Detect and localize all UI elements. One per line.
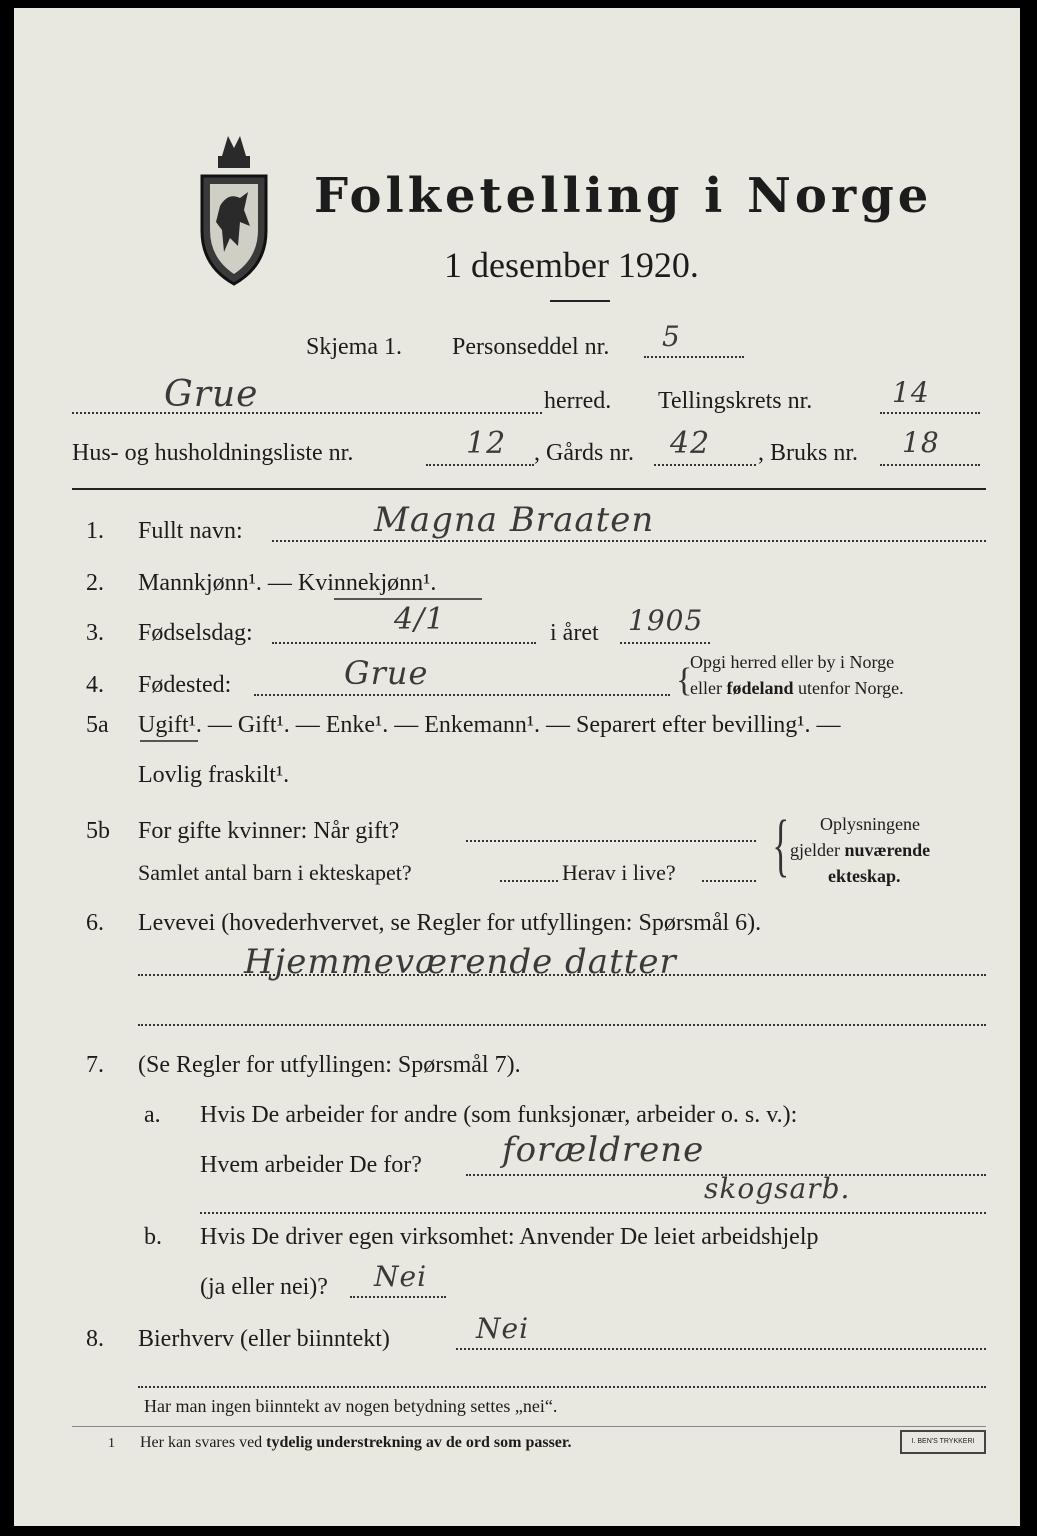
coat-of-arms-icon xyxy=(194,126,274,286)
q7a-line1: Hvis De arbeider for andre (som funksjonær, arbeider o. s. v.): xyxy=(200,1102,798,1128)
q7-number: 7. xyxy=(86,1052,104,1078)
gender-underline xyxy=(334,598,482,600)
q4-note-line2: eller fødeland utenfor Norge. xyxy=(690,678,904,698)
gender-options: Mannkjønn¹. — Kvinnekjønn¹. xyxy=(138,570,437,596)
footnote-marker: 1 xyxy=(108,1436,115,1451)
q4-label: Fødested: xyxy=(138,672,232,698)
side-income-value: Nei xyxy=(476,1312,530,1345)
footnote-text: Her kan svares ved tydelig understrekning av de ord som passer. xyxy=(140,1434,572,1451)
q7-label: (Se Regler for utfyllingen: Spørsmål 7). xyxy=(138,1052,521,1078)
hus-label: Hus- og husholdningsliste nr. xyxy=(72,440,354,466)
children-count-label: Samlet antal barn i ekteskapet? xyxy=(138,860,412,885)
q8-label: Bierhverv (eller biinntekt) xyxy=(138,1326,390,1352)
q7b-letter: b. xyxy=(144,1224,162,1250)
printer-stamp: I. BEN'S TRYKKERI xyxy=(900,1430,986,1454)
birthplace-value: Grue xyxy=(344,654,429,692)
side-income-note: Har man ingen biinntekt av nogen betydning settes „nei“. xyxy=(144,1396,558,1416)
form-title: Folketelling i Norge xyxy=(314,168,933,224)
herred-value: Grue xyxy=(164,374,259,415)
header-rule xyxy=(72,488,986,490)
q6-number: 6. xyxy=(86,910,104,936)
full-name-value: Magna Braaten xyxy=(374,500,655,540)
marital-options: Ugift¹. — Gift¹. — Enke¹. — Enkemann¹. — Separert efter bevilling¹. — xyxy=(138,712,841,738)
q5b-note-line2: gjelder nuværende xyxy=(790,840,931,860)
q7a-line2: Hvem arbeider De for? xyxy=(200,1152,422,1178)
census-date: 1 desember 1920. xyxy=(444,245,699,285)
hus-value: 12 xyxy=(466,426,507,461)
q3-label: Fødselsdag: xyxy=(138,620,253,646)
q2-number: 2. xyxy=(86,570,104,596)
q7a-letter: a. xyxy=(144,1102,161,1128)
bruks-label: , Bruks nr. xyxy=(758,440,859,466)
skjema-label: Skjema 1. xyxy=(306,334,402,360)
q7b-line1: Hvis De driver egen virksomhet: Anvender De leiet arbeidshjelp xyxy=(200,1224,819,1250)
marital-options-line2: Lovlig fraskilt¹. xyxy=(138,762,290,788)
marital-underline xyxy=(140,740,198,742)
q5b-note-line1: Oplysningene xyxy=(820,814,920,834)
q5a-number: 5a xyxy=(86,712,109,738)
q3-number: 3. xyxy=(86,620,104,646)
bruks-value: 18 xyxy=(902,426,940,459)
q5b-number: 5b xyxy=(86,818,110,844)
footer-rule xyxy=(72,1426,986,1427)
birth-year-value: 1905 xyxy=(628,604,704,637)
employer-value: forældrene xyxy=(502,1130,705,1170)
q4-note-line1: Opgi herred eller by i Norge xyxy=(690,652,895,672)
q4-number: 4. xyxy=(86,672,104,698)
q7b-line2: (ja eller nei)? xyxy=(200,1274,328,1300)
q1-number: 1. xyxy=(86,518,104,544)
q6-label: Levevei (hovederhvervet, se Regler for utfyllingen: Spørsmål 6). xyxy=(138,910,762,936)
title-divider xyxy=(550,300,610,302)
tellingskrets-label: Tellingskrets nr. xyxy=(658,388,813,414)
q5b-note-line3: ekteskap. xyxy=(828,866,901,886)
census-form: Folketelling i Norge 1 desember 1920. Skjema 1. Personseddel nr. 5 Grue herred. Tellingskrets nr. 14 Hus- og husholdningsliste nr. 12 , Gårds nr. 42 , Bruks nr. 18 1. Fullt navn: Magna Braaten 2. Mannkjønn¹. — Kvinnekjønn¹. 3. Fødselsdag: 4/1 i året 1905 4. Fødested: Grue { Opgi herred eller by i Norge eller fødeland utenfor Norge. 5a Ugift¹. — Gift¹. — Enke¹. — Enkemann¹. — Separert efter bevilling¹. — Lovlig fraskilt¹. 5b For gifte kvinner: Når gift? Samlet antal barn i ekteskapet? Herav i live? { Oplysningene gjelder nuværende ekteskap. 6. Levevei (hovederhvervet, se Regler for utfyllingen: Spørsmål 6). Hjemmeværende datter 7. (Se Regler for utfyllingen: Spørsmål 7). a. Hvis De arbeider for andre (som funksjonær, arbeider o. s. v.): Hvem arbeider De for? forældrene skogsarb. b. Hvis De driver egen virksomhet: Anvender De leiet arbeidshjelp (ja eller nei)? Nei 8. Bierhverv (eller biinntekt) Nei Har man ingen biinntekt av nogen betydning settes „nei“. 1 Her kan svares ved tydelig understrekning av de ord som passer. I. BEN'S TRYKKERI xyxy=(14,8,1020,1526)
year-label: i året xyxy=(550,620,599,646)
q8-number: 8. xyxy=(86,1326,104,1352)
children-alive-label: Herav i live? xyxy=(562,860,676,885)
gards-label: , Gårds nr. xyxy=(534,440,634,466)
herred-label: herred. xyxy=(544,388,612,414)
hired-help-value: Nei xyxy=(374,1260,428,1293)
birthday-value: 4/1 xyxy=(394,602,446,637)
personseddel-value: 5 xyxy=(662,320,681,353)
tellingskrets-value: 14 xyxy=(892,376,930,409)
employer-value-2: skogsarb. xyxy=(704,1172,851,1205)
gards-value: 42 xyxy=(670,426,711,461)
married-when-label: For gifte kvinner: Når gift? xyxy=(138,818,400,844)
occupation-value: Hjemmeværende datter xyxy=(244,942,677,982)
q1-label: Fullt navn: xyxy=(138,518,243,544)
personseddel-label: Personseddel nr. xyxy=(452,334,610,360)
